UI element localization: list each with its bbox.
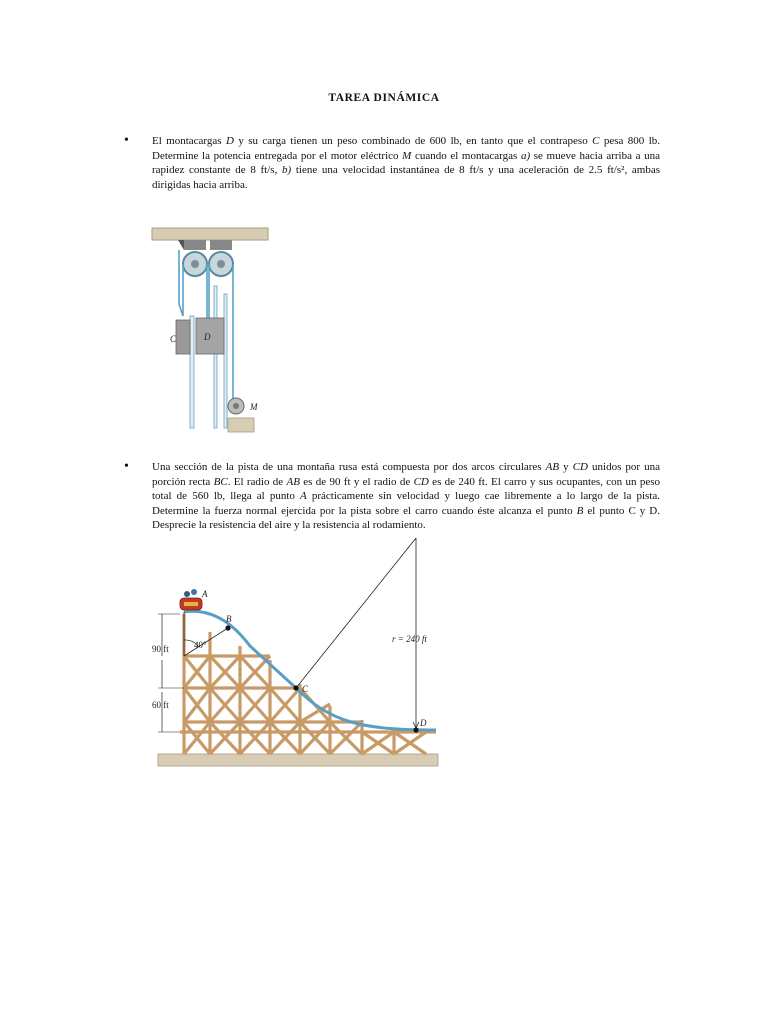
radius-label: r = 240 ft: [392, 634, 427, 644]
bullet-1: •: [124, 133, 129, 148]
label-c: C: [170, 334, 177, 344]
point-b: [225, 625, 230, 630]
hoist-figure: [150, 226, 272, 436]
roller-coaster-diagram: [140, 536, 444, 768]
pulley-1-hub: [191, 260, 199, 268]
dim-label-60: 60 ft: [152, 700, 169, 710]
label-d: D: [204, 332, 211, 342]
motor-base: [228, 418, 254, 432]
ceiling: [152, 228, 268, 240]
car: [180, 589, 202, 610]
angle-label: 40°: [194, 640, 207, 650]
problem-1-text: El montacargas D y su carga tienen un peso combinado de 600 lb, en tanto que el contrapeso C pesa 800 lb. Determine la potencia entregada por el motor eléctrico M cuando el montacargas a) se mueve hacia arriba a una rapidez constante de 8 ft/s, b) tiene una velocidad instantánea de 8 ft/s y una aceleración de 2.5 ft/s², ambas dirigidas hacia arriba.: [152, 135, 661, 191]
label-d: D: [420, 718, 427, 728]
point-c: [293, 685, 298, 690]
bullet-2: •: [124, 459, 129, 474]
problem-2-text: Una sección de la pista de una montaña rusa está compuesta por dos arcos circulares AB y CD unidos por una porción recta BC. El radio de AB es de 90 ft y el radio de CD es de 240 ft. El carro y sus ocupantes, con un peso total de 560 lb, llega al punto A prácticamente sin velocidad y luego cae libremente a lo largo de la pista. Determine la fuerza normal ejercida por la pista sobre el carro cuando éste alcanza el punto B el punto C y D. Desprecie la resistencia del aire y la resistencia al rodamiento.: [152, 461, 661, 532]
counterweight-c: [176, 320, 190, 354]
label-c: C: [302, 684, 309, 694]
guide-rail-right: [224, 294, 227, 428]
ground: [158, 754, 438, 766]
roller-coaster-figure: [140, 536, 444, 768]
guide-rail-mid: [214, 286, 217, 428]
radius-line-c: [296, 538, 416, 688]
point-d: [413, 727, 418, 732]
page-title: TAREA DINÁMICA: [328, 92, 440, 104]
pulley-2-hub: [217, 260, 225, 268]
label-a: A: [202, 589, 208, 599]
pulley-housing-1: [184, 240, 206, 250]
hoist-diagram: [150, 226, 272, 436]
pulley-housing-2: [210, 240, 232, 250]
label-b: B: [226, 614, 232, 624]
dim-label-90: 90 ft: [152, 644, 169, 654]
label-m: M: [250, 402, 258, 412]
guide-rail-left: [190, 316, 194, 428]
